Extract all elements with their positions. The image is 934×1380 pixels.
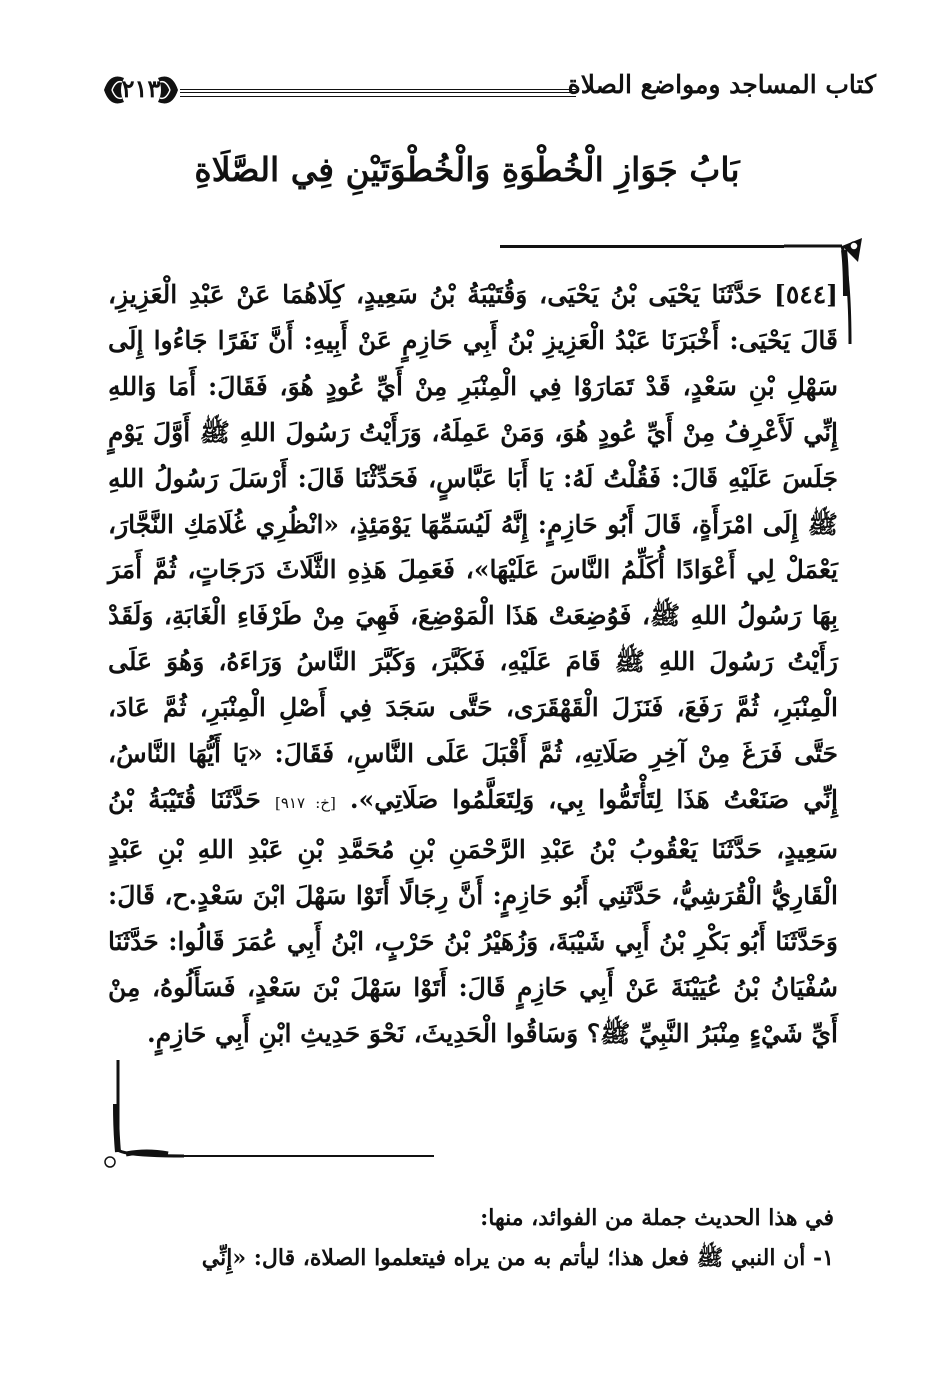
book-title: كتاب المساجد ومواضع الصلاة [567, 70, 876, 99]
commentary-intro: في هذا الحديث جملة من الفوائد، منها: [480, 1205, 834, 1231]
top-rule [500, 245, 784, 248]
commentary-item-1: ١- أن النبي ﷺ فعل هذا؛ ليأتم به من يراه فيتعلموا الصلاة، قال: «إِنِّي [201, 1245, 834, 1271]
commentary-block [96, 1198, 834, 1278]
hadith-reference: [خ: ٩١٧] [275, 793, 336, 812]
page-number: ٢١٣ [121, 74, 161, 103]
header-rule [180, 89, 576, 93]
bottom-left-corner-ornament-icon [96, 1060, 186, 1170]
page-header [96, 62, 876, 118]
chapter-title: بَابُ جَوَازِ الْخُطْوَةِ وَالْخُطْوَتَيْنِ فِي الصَّلَاةِ [194, 150, 740, 189]
hadith-number: [٥٤٤] [774, 280, 838, 309]
hadith-body-continued: حَدَّثَنَا قُتَيْبَةُ بْنُ سَعِيدٍ، حَدَّثَنَا يَعْقُوبُ بْنُ عَبْدِ الرَّحْمَنِ بْنِ مُحَمَّدِ بْنِ عَبْدِ اللهِ بْنِ عَبْدٍ الْقَارِيُّ الْقُرَشِيُّ، حَدَّثَنِي أَبُو حَازِمٍ: أَنَّ رِجَالًا أَتَوْا سَهْلَ ابْنَ سَعْدٍ.ح، قَالَ: وَحَدَّثَنَا أَبُو بَكْرِ بْنُ أَبِي شَيْبَةَ، وَزُهَيْرُ بْنُ حَرْبٍ، ابْنُ أَبِي عُمَرَ قَالُوا: حَدَّثَنَا سُفْيَانُ بْنُ عُيَيْنَةَ عَنْ أَبِي حَازِمٍ قَالَ: أَتَوْا سَهْلَ بْنَ سَعْدٍ، فَسَأَلُوهُ، مِنْ أَيِّ شَيْءٍ مِنْبَرُ النَّبِيِّ ﷺ؟ وَسَاقُوا الْحَدِيثَ، نَحْوَ حَدِيثِ ابْنِ أَبِي حَازِمٍ. [108, 784, 838, 1048]
hadith-body: حَدَّثَنَا يَحْيَى بْنُ يَحْيَى، وَقُتَيْبَةُ بْنُ سَعِيدٍ، كِلَاهُمَا عَنْ عَبْدِ الْعَزِيزِ، قَالَ يَحْيَى: أَخْبَرَنَا عَبْدُ الْعَزِيزِ بْنُ أَبِي حَازِمٍ عَنْ أَبِيهِ: أَنَّ نَفَرًا جَاءُوا إِلَى سَهْلِ بْنِ سَعْدٍ، قَدْ تَمَارَوْا فِي الْمِنْبَرِ مِنْ أَيِّ عُودٍ هُوَ، فَقَالَ: أَمَا وَاللهِ إِنِّي لَأَعْرِفُ مِنْ أَيِّ عُودٍ هُوَ، وَمَنْ عَمِلَهُ، وَرَأَيْتُ رَسُولَ اللهِ ﷺ أَوَّلَ يَوْمٍ جَلَسَ عَلَيْهِ قَالَ: فَقُلْتُ لَهُ: يَا أَبَا عَبَّاسٍ، فَحَدِّثْنَا قَالَ: أَرْسَلَ رَسُولُ اللهِ ﷺ إِلَى امْرَأَةٍ، قَالَ أَبُو حَازِمٍ: إِنَّهُ لَيُسَمِّهَا يَوْمَئِذٍ، «انْظُرِي غُلَامَكِ النَّجَّارَ، يَعْمَلْ لِي أَعْوَادًا أُكَلِّمُ النَّاسَ عَلَيْهَا»، فَعَمِلَ هَذِهِ الثَّلَاثَ دَرَجَاتٍ، ثُمَّ أَمَرَ بِهَا رَسُولُ اللهِ ﷺ، فَوُضِعَتْ هَذَا الْمَوْضِعَ، فَهِيَ مِنْ طَرْفَاءِ الْغَابَةِ، وَلَقَدْ رَأَيْتُ رَسُولَ اللهِ ﷺ قَامَ عَلَيْهِ، فَكَبَّرَ، وَكَبَّرَ النَّاسُ وَرَاءَهُ، وَهُوَ عَلَى الْمِنْبَرِ، ثُمَّ رَفَعَ، فَنَزَلَ الْقَهْقَرَى، حَتَّى سَجَدَ فِي أَصْلِ الْمِنْبَرِ، ثُمَّ عَادَ، حَتَّى فَرَغَ مِنْ آخِرِ صَلَاتِهِ، ثُمَّ أَقْبَلَ عَلَى النَّاسِ، فَقَالَ: «يَا أَيُّهَا النَّاسُ، إِنِّي صَنَعْتُ هَذَا لِتَأْتَمُّوا بِي، وَلِتَعَلَّمُوا صَلَاتِي». [108, 280, 838, 814]
hadith-text-block [108, 272, 838, 1056]
bottom-rule [184, 1155, 434, 1157]
